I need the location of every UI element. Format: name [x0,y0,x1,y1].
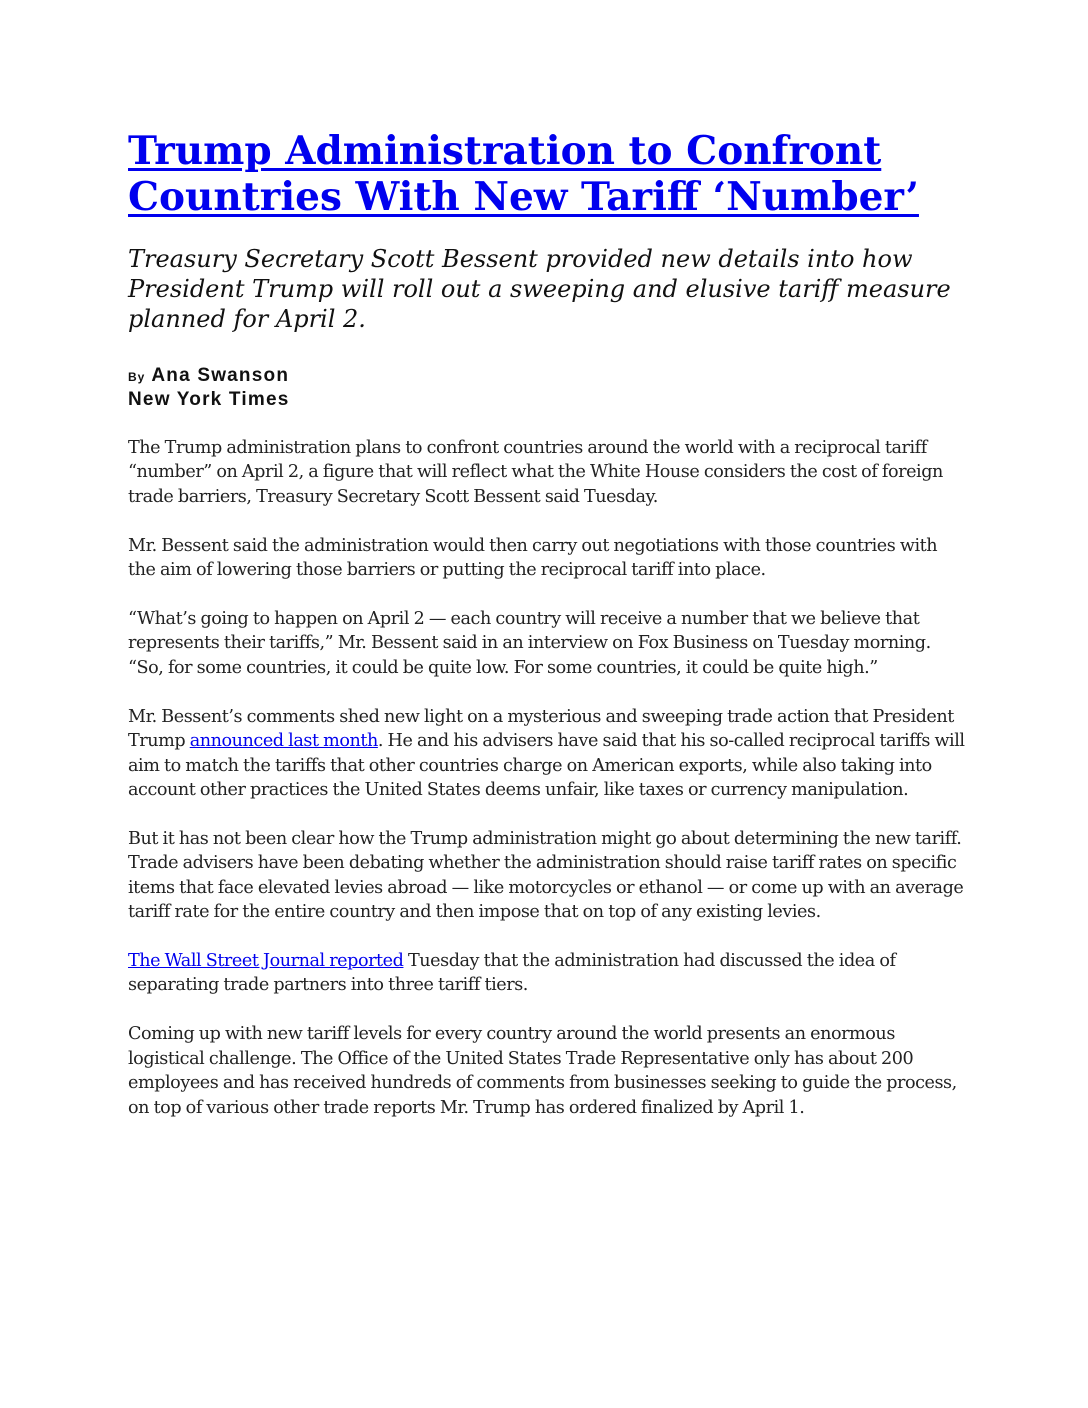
paragraph-text: Tuesday that the administration had discussed the idea of separating trade partners into three tariff tiers. [128,951,896,996]
paragraph [128,949,968,998]
paragraph: “What’s going to happen on April 2 — each country will receive a number that we believe that represents their tariffs,” Mr. Bessent said in an interview on Fox Business on Tuesday morning. “So, for some countries, it could be quite low. For some countries, it could be quite high.” [128,609,931,678]
paragraph-text: Mr. Bessent’s comments shed new light on a mysterious and sweeping trade action that President Trump [128,706,954,752]
article [128,128,968,1144]
byline [128,364,968,412]
byline-prefix: By [128,370,146,384]
article-title [128,128,968,220]
paragraph: Mr. Bessent said the administration would then carry out negotiations with those countries with the aim of lowering those barriers or putting the reciprocal tariff into place. [128,535,938,581]
article-subtitle: Treasury Secretary Scott Bessent provided new details into how President Trump will roll out a sweeping and elusive tariff measure planned for April 2. [128,245,951,333]
paragraph-text: . He and his advisers have said that his so-called reciprocal tariffs will aim to match the tariffs that other countries charge on American exports, while also taking into account other practices the United States deems unfair, like taxes or currency manipulation. [128,731,965,800]
byline-author: Ana Swanson [151,365,290,386]
article-body [128,436,968,1120]
article-title-link[interactable]: Trump Administration to Confront Countries With New Tariff ‘Number’ [128,128,919,220]
announced-last-month-link[interactable]: announced last month [189,731,378,752]
paragraph: The Trump administration plans to confront countries around the world with a reciprocal tariff “number” on April 2, a figure that will reflect what the White House considers the cost of foreign trade barriers, Treasury Secretary Scott Bessent said Tuesday. [128,438,943,507]
paragraph: But it has not been clear how the Trump administration might go about determining the new tariff. Trade advisers have been debating whether the administration should raise tariff rates on specific items that face elevated levies abroad — like motorcycles or ethanol — or come up with an average tariff rate for the entire country and then impose that on top of any existing levies. [128,828,964,923]
byline-source: New York Times [128,389,290,410]
paragraph [128,705,968,803]
wsj-reported-link[interactable]: The Wall Street Journal reported [128,951,404,971]
paragraph: Coming up with new tariff levels for every country around the world presents an enormous logistical challenge. The Office of the United States Trade Representative only has about 200 employees and has received hundreds of comments from businesses seeking to guide the process, on top of various other trade reports Mr. Trump has ordered finalized by April 1. [128,1024,957,1118]
